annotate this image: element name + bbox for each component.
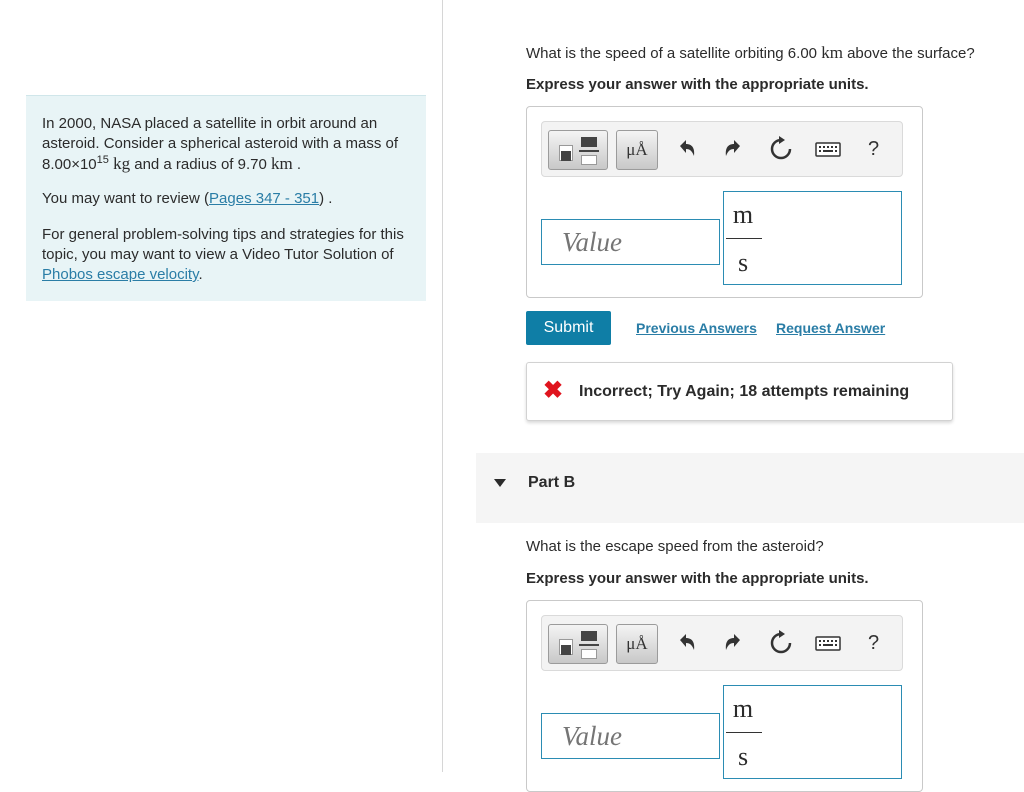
problem-intro: In 2000, NASA placed a satellite in orbit around an asteroid. Consider a spherical asteroid with a mass of $8.00\times 10^{15}$ kg and a radius of 9.70 km . — [42, 115, 399, 173]
template-icon[interactable] — [548, 624, 608, 664]
undo-icon[interactable] — [672, 134, 702, 164]
part-b-answer-box — [526, 600, 923, 792]
part-a-units-input[interactable]: m s — [723, 191, 902, 285]
keyboard-icon[interactable] — [814, 628, 842, 658]
keyboard-icon[interactable] — [814, 134, 842, 164]
incorrect-icon: ✖ — [543, 377, 564, 404]
previous-answers-link[interactable]: Previous Answers — [636, 320, 757, 336]
math-toolbar-b — [541, 615, 903, 671]
part-b-units-input[interactable]: m s — [723, 685, 902, 779]
undo-icon[interactable] — [672, 628, 702, 658]
part-b-question: What is the escape speed from the asteroid? — [526, 538, 824, 555]
units-button[interactable]: μÅ — [616, 624, 658, 664]
submit-button[interactable]: Submit — [526, 311, 611, 345]
collapse-triangle-icon[interactable] — [494, 479, 506, 487]
math-toolbar — [541, 121, 903, 177]
template-icon[interactable] — [548, 130, 608, 170]
reset-icon[interactable] — [766, 134, 796, 164]
help-icon[interactable]: ? — [868, 632, 880, 654]
part-b-header[interactable] — [476, 453, 1024, 523]
redo-icon[interactable] — [718, 134, 748, 164]
feedback-message: Incorrect; Try Again; 18 attempts remaining — [579, 383, 910, 400]
part-b-label: Part B — [528, 474, 576, 491]
part-b-value-input[interactable] — [541, 713, 720, 759]
part-b-instruction: Express your answer with the appropriate units. — [526, 570, 869, 587]
part-a-question: What is the speed of a satellite orbiting 6.00 km above the surface? — [526, 43, 975, 62]
video-tutor-link[interactable]: Phobos escape velocity — [42, 266, 199, 283]
request-answer-link[interactable]: Request Answer — [776, 320, 886, 336]
help-icon[interactable]: ? — [868, 138, 880, 160]
problem-info-panel — [26, 95, 426, 301]
part-a-instruction: Express your answer with the appropriate units. — [526, 76, 869, 93]
review-pages-link[interactable]: Pages 347 - 351 — [209, 190, 320, 207]
review-text: You may want to review (Pages 347 - 351) . — [42, 190, 333, 207]
feedback-box — [526, 362, 953, 421]
column-divider — [442, 0, 443, 772]
part-a-value-input[interactable] — [541, 219, 720, 265]
part-a-answer-box — [526, 106, 923, 298]
tips-text: For general problem-solving tips and strategies for this topic, you may want to view a Video Tutor Solution of Phobos escape velocity. — [42, 226, 404, 283]
reset-icon[interactable] — [766, 628, 796, 658]
redo-icon[interactable] — [718, 628, 748, 658]
units-button[interactable]: μÅ — [616, 130, 658, 170]
